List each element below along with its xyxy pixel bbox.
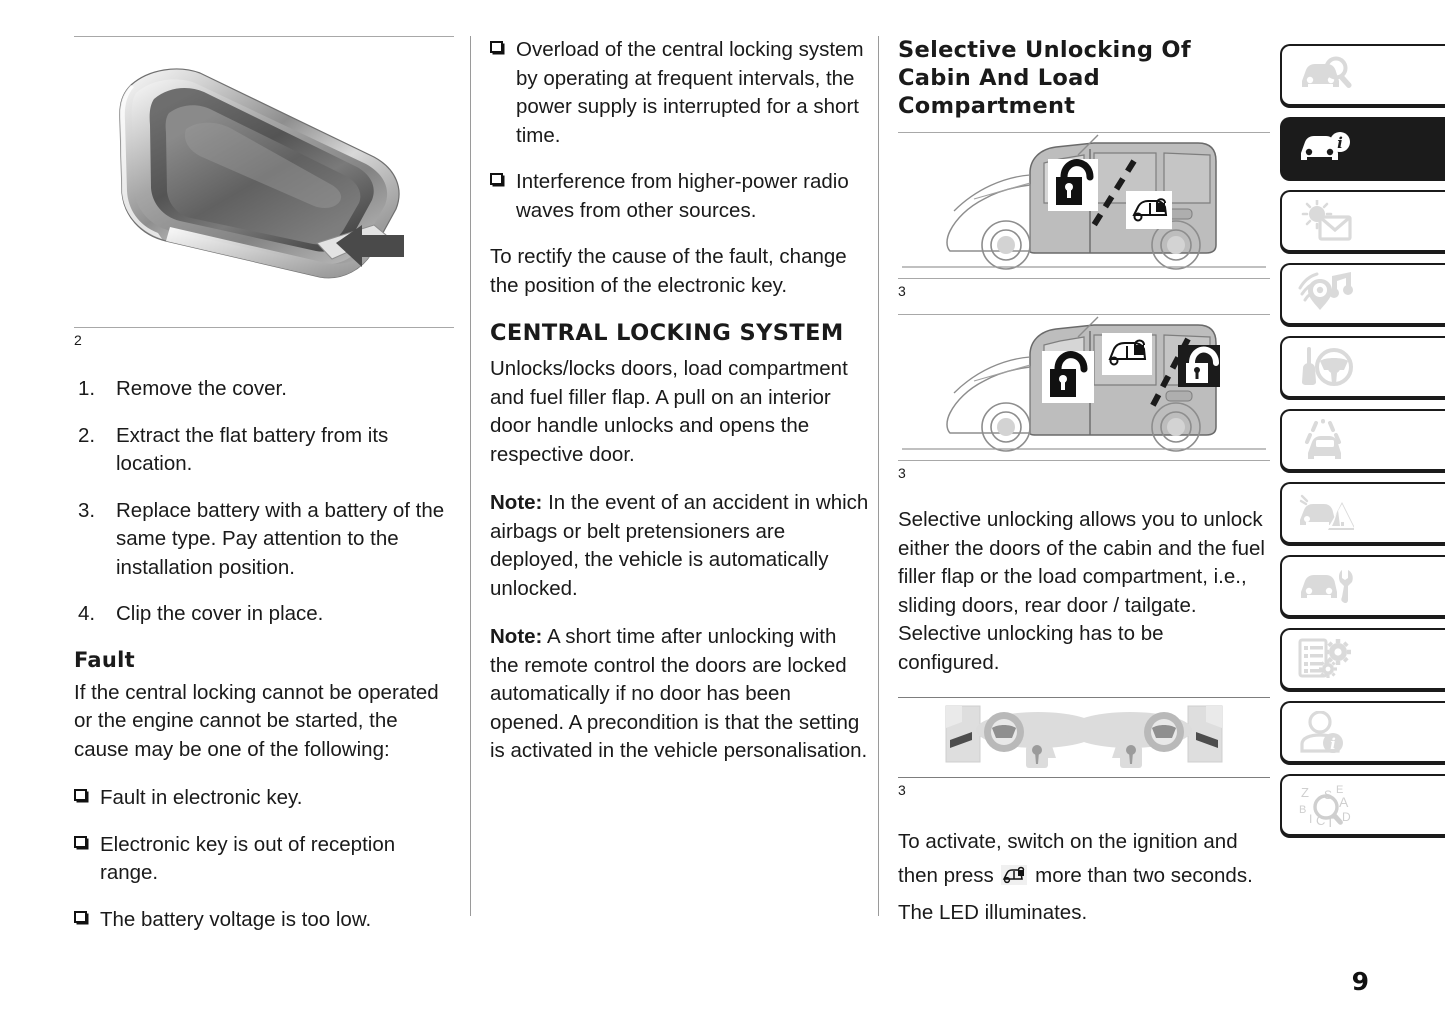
figure-door-controls <box>898 697 1270 799</box>
list-item <box>490 36 870 150</box>
list-item-text: The battery voltage is too low. <box>100 907 372 931</box>
fault-intro-paragraph: If the central locking cannot be operated or the engine cannot be started, the cause may be one of the following: <box>74 680 439 761</box>
section-tab-rail <box>1280 44 1445 847</box>
van-load-unlock-illustration <box>898 315 1270 455</box>
note-accident <box>490 489 870 603</box>
figure-rule-bottom <box>898 460 1270 461</box>
lane-car-icon <box>1298 419 1354 461</box>
list-item <box>74 600 454 629</box>
dashboard-door-steering-illustration <box>898 698 1270 772</box>
list-item-text: Electronic key is out of reception range. <box>100 832 396 884</box>
figure-rule-bottom <box>898 777 1270 778</box>
square-bullet-icon <box>74 789 87 801</box>
figure-cabin-unlock <box>898 132 1270 300</box>
gearshift-steering-icon <box>1298 346 1354 388</box>
step-number: 2. <box>78 423 96 447</box>
activate-text-after: more than two seconds. The LED illuminates. <box>898 864 1253 924</box>
sidebar-tab-technical-data[interactable] <box>1280 628 1445 690</box>
step-text: Remove the cover. <box>116 377 287 400</box>
step-number: 3. <box>78 498 96 522</box>
list-item-text: Fault in electronic key. <box>100 786 303 809</box>
car-info-icon <box>1298 128 1354 168</box>
car-lock-badge <box>1126 191 1172 229</box>
note-autolock <box>490 623 870 766</box>
list-item <box>74 375 454 404</box>
middle-column <box>490 36 870 786</box>
van-cabin-unlock-illustration <box>898 133 1270 273</box>
central-locking-intro: Unlocks/locks doors, load compartment and fuel filler flap. A pull on an interior door handle unlocks and opens the respective door. <box>490 357 848 466</box>
sidebar-tab-service-and-maintenance[interactable] <box>1280 555 1445 617</box>
list-item <box>490 168 870 225</box>
svg-text:Z: Z <box>1301 785 1309 800</box>
list-item <box>74 422 454 479</box>
sidebar-tab-vehicle-overview[interactable] <box>1280 44 1445 106</box>
right-column <box>898 36 1270 950</box>
svg-text:E: E <box>1336 784 1344 796</box>
step-text: Clip the cover in place. <box>116 602 324 625</box>
central-locking-heading: CENTRAL LOCKING SYSTEM <box>490 320 844 346</box>
square-bullet-icon <box>74 836 87 848</box>
list-item <box>74 831 454 888</box>
unlock-padlock-badge <box>1048 159 1098 211</box>
list-item <box>74 497 454 583</box>
step-text: Replace battery with a battery of the same type. Pay attention to the installation position. <box>116 498 445 579</box>
page-number: 9 <box>1351 967 1369 996</box>
square-bullet-icon <box>490 173 503 185</box>
car-magnifier-icon <box>1298 55 1354 95</box>
sidebar-tab-vehicle-care-warnings[interactable] <box>1280 482 1445 544</box>
note-label: Note: <box>490 625 543 648</box>
key-fob-illustration <box>74 37 454 327</box>
figure-rule-bottom <box>898 278 1270 279</box>
square-bullet-icon <box>74 911 87 923</box>
selective-unlocking-heading: Selective Unlocking Of Cabin And Load Compartment <box>898 37 1191 119</box>
svg-text:i: i <box>1337 134 1343 152</box>
step-number: 1. <box>78 377 96 400</box>
svg-text:i: i <box>1330 735 1336 753</box>
sidebar-tab-lighting-and-climate[interactable] <box>1280 190 1445 252</box>
note-text: In the event of an accident in which airbags or belt pretensioners are deployed, the vehicle is automatically unlocked. <box>490 491 869 600</box>
figure-caption: 2 <box>74 332 82 348</box>
sidebar-tab-instruments-and-controls[interactable] <box>1280 117 1445 179</box>
figure-caption: 3 <box>898 465 906 481</box>
right-dashboard-group <box>1068 706 1222 768</box>
figure-key-fob <box>74 36 454 349</box>
figure-caption: 3 <box>898 283 906 299</box>
list-item-text: Overload of the central locking system by operating at frequent intervals, the power supply is interrupted for a short time. <box>516 38 864 147</box>
unlock-padlock-badge <box>1042 351 1094 403</box>
letters-magnifier-icon <box>1298 783 1358 827</box>
car-lock-badge <box>1102 333 1152 375</box>
sidebar-tab-customer-information[interactable] <box>1280 701 1445 763</box>
figure-load-unlock <box>898 314 1270 482</box>
svg-text:I: I <box>1309 812 1313 826</box>
fault-heading: Fault <box>74 647 135 672</box>
sun-envelope-icon <box>1298 200 1354 242</box>
svg-text:C: C <box>1316 813 1326 827</box>
svg-text:B: B <box>1299 804 1307 816</box>
sidebar-tab-driver-assistance[interactable] <box>1280 409 1445 471</box>
rear-padlock-badge <box>1178 345 1220 387</box>
battery-replacement-steps <box>74 375 454 629</box>
car-warning-triangle-icon <box>1298 492 1354 534</box>
square-bullet-icon <box>490 41 503 53</box>
list-item <box>74 784 454 813</box>
step-text: Extract the flat battery from its location. <box>116 423 389 475</box>
svg-text:A: A <box>1339 794 1349 810</box>
sidebar-tab-infotainment[interactable] <box>1280 263 1445 325</box>
car-wrench-icon <box>1298 566 1354 606</box>
column-divider-right <box>878 36 879 916</box>
media-navigation-icon <box>1298 272 1354 316</box>
fault-cause-list <box>74 784 454 934</box>
fault-cause-list-continued <box>490 36 870 225</box>
note-text: A short time after unlocking with the remote control the doors are locked automatically if no door has been opened. A precondition is that the setting is activated in the vehicle personalisation. <box>490 625 868 762</box>
step-number: 4. <box>78 602 96 625</box>
svg-text:S: S <box>1324 788 1333 802</box>
svg-text:T: T <box>1326 814 1335 827</box>
list-item <box>74 906 454 935</box>
car-lock-button-icon <box>1001 862 1027 896</box>
rectify-paragraph: To rectify the cause of the fault, change the position of the electronic key. <box>490 245 847 297</box>
sidebar-tab-driving-and-operation[interactable] <box>1280 336 1445 398</box>
svg-text:D: D <box>1342 810 1351 824</box>
left-column <box>74 36 454 952</box>
note-label: Note: <box>490 491 543 514</box>
activate-paragraph <box>898 825 1270 930</box>
person-info-icon <box>1298 711 1354 753</box>
sidebar-tab-alphabetical-index[interactable] <box>1280 774 1445 836</box>
figure-caption: 3 <box>898 782 906 798</box>
list-gears-icon <box>1298 638 1354 680</box>
activate-text-before: To activate, switch on the ignition and then press <box>898 830 1238 887</box>
list-item-text: Interference from higher-power radio waves from other sources. <box>516 170 849 222</box>
key-fob-icon <box>74 37 454 327</box>
figure-rule-bottom <box>74 327 454 328</box>
selective-unlocking-paragraph: Selective unlocking allows you to unlock either the doors of the cabin and the fuel filler flap or the load compartment, i.e., sliding doors, rear door / tailgate. Selective unlocking has to be configured. <box>898 508 1265 674</box>
column-divider-left <box>470 36 471 916</box>
